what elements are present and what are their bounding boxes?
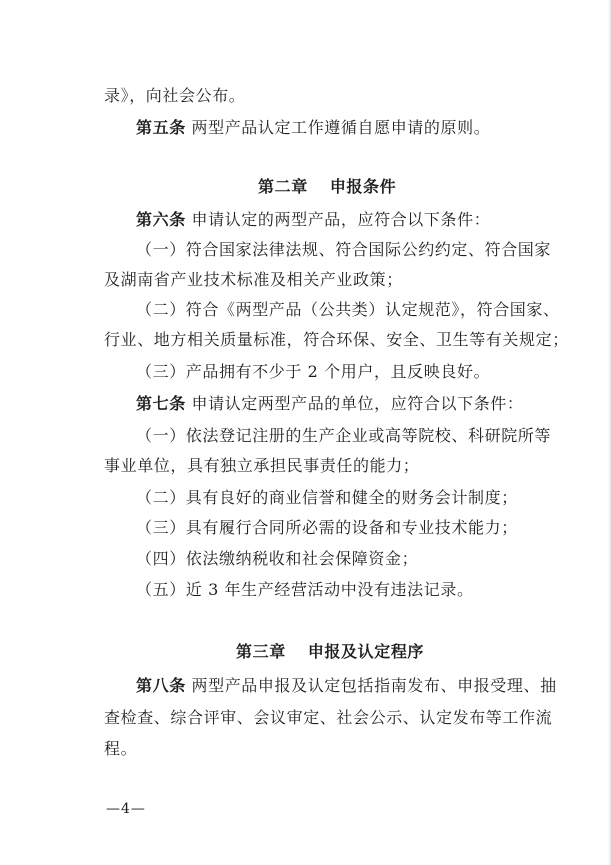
chapter-heading: [258, 177, 396, 197]
article-7: 第七条 申请认定两型产品的单位，应符合以下条件：: [136, 394, 524, 413]
text-line: （一）符合国家法律法规、符合国际公约约定、符合国家: [136, 240, 552, 259]
text-line: 查检查、综合评审、会议审定、社会公示、认定发布等工作流: [104, 708, 553, 727]
text-line: （四）依法缴纳税收和社会保障资金；: [136, 549, 419, 568]
text-line: 行业、地方相关质量标准，符合环保、安全、卫生等有关规定；: [104, 330, 569, 349]
text-line: 事业单位，具有独立承担民事责任的能力；: [104, 456, 420, 475]
text-line: （一）依法登记注册的生产企业或高等院校、科研院所等: [136, 426, 552, 445]
article-5: 第五条 两型产品认定工作遵循自愿申请的原则。: [136, 118, 491, 137]
article-lead: 第八条: [136, 676, 186, 695]
article-lead: 第七条: [136, 394, 186, 413]
text-line: （三）具有履行合同所必需的设备和专业技术能力；: [136, 518, 518, 537]
chapter-title: 申报条件: [329, 177, 397, 196]
page-number: —4—: [106, 801, 146, 817]
article-lead: 第五条: [136, 118, 186, 137]
text-line: 及湖南省产业技术标准及相关产业政策；: [104, 270, 403, 289]
chapter-heading: [236, 642, 424, 662]
chapter-title: 申报及认定程序: [307, 642, 425, 661]
text-line: （五）近 3 年生产经营活动中没有违法记录。: [136, 580, 474, 599]
chapter-number: 第二章: [258, 177, 308, 196]
text-line: （三）产品拥有不少于 2 个用户，且反映良好。: [136, 362, 491, 381]
article-6: 第六条 申请认定的两型产品，应符合以下条件：: [136, 210, 491, 229]
chapter-number: 第三章: [236, 642, 286, 661]
article-lead: 第六条: [136, 210, 186, 229]
text-line: （二）符合《两型产品（公共类）认定规范》，符合国家、: [136, 300, 560, 319]
text-line: 录》，向社会公布。: [104, 86, 246, 105]
text-line: （二）具有良好的商业信誉和健全的财务会计制度；: [136, 488, 518, 507]
text-line: 程。: [104, 739, 138, 758]
article-8: 第八条 两型产品申报及认定包括指南发布、申报受理、抽: [136, 676, 557, 695]
